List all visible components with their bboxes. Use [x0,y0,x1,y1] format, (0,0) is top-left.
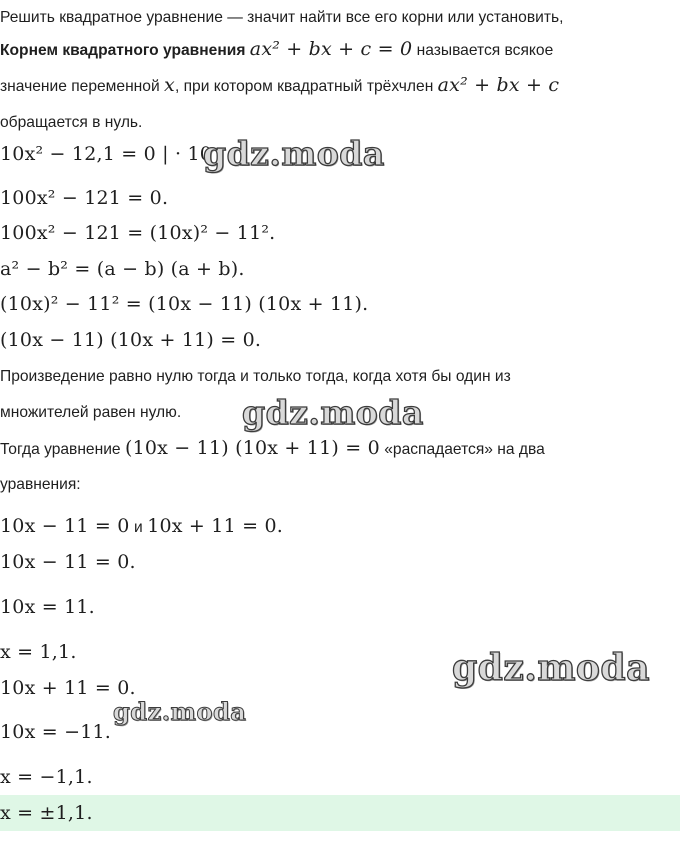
split-equations [0,515,283,537]
definition-line-3: обращается в нуль. [0,114,143,131]
answer-highlight [0,795,680,831]
explanation-line-3 [0,437,545,459]
solution-line-2: 10x = 11. [0,596,95,618]
explanation-line-1: Произведение равно нулю тогда и только тогда, когда хотя бы один из [0,368,511,385]
final-answer: x = ±1,1. [0,802,93,824]
step-5: (10x)² − 11² = (10x − 11) (10x + 11). [0,293,369,315]
definition-line [0,38,553,60]
variable-text: значение переменной [0,78,160,95]
trinomial-formula: ax² + bx + c [437,74,560,96]
solution-line-4: 10x + 11 = 0. [0,677,136,699]
definition-term: Корнем квадратного уравнения [0,42,246,59]
explanation-suffix: «распадается» на два [384,441,545,458]
split-left: 10x − 11 = 0 [0,515,130,537]
step-6: (10x − 11) (10x + 11) = 0. [0,329,262,351]
explanation-line-4: уравнения: [0,476,81,493]
definition-formula: ax² + bx + c = 0 [249,38,413,60]
step-4: a² − b² = (a − b) (a + b). [0,258,245,280]
watermark-4: gdz.moda [113,697,247,726]
watermark-3: gdz.moda [452,647,650,689]
solution-line-6: x = −1,1. [0,766,93,788]
explanation-formula: (10x − 11) (10x + 11) = 0 [124,437,380,459]
solution-line-5: 10x = −11. [0,721,112,743]
definition-line-2 [0,74,559,96]
intro-sentence: Решить квадратное уравнение — значит найти все его корни или установить, [0,9,564,26]
solution-line-1: 10x − 11 = 0. [0,551,136,573]
step-3: 100x² − 121 = (10x)² − 11². [0,222,276,244]
step-1: 10x² − 12,1 = 0 | · 10 [0,143,213,165]
explanation-prefix: Тогда уравнение [0,441,121,458]
variable-x: x [164,74,175,96]
split-right: 10x + 11 = 0. [147,515,283,537]
solution-line-3: x = 1,1. [0,641,77,663]
explanation-line-2: множителей равен нулю. [0,404,182,421]
watermark-2: gdz.moda [242,393,424,432]
split-conjunction: и [134,519,143,536]
definition-rest: называется всякое [416,42,554,59]
trinomial-text: , при котором квадратный трёхчлен [174,78,434,95]
watermark-1: gdz.moda [203,134,385,173]
step-2: 100x² − 121 = 0. [0,187,169,209]
